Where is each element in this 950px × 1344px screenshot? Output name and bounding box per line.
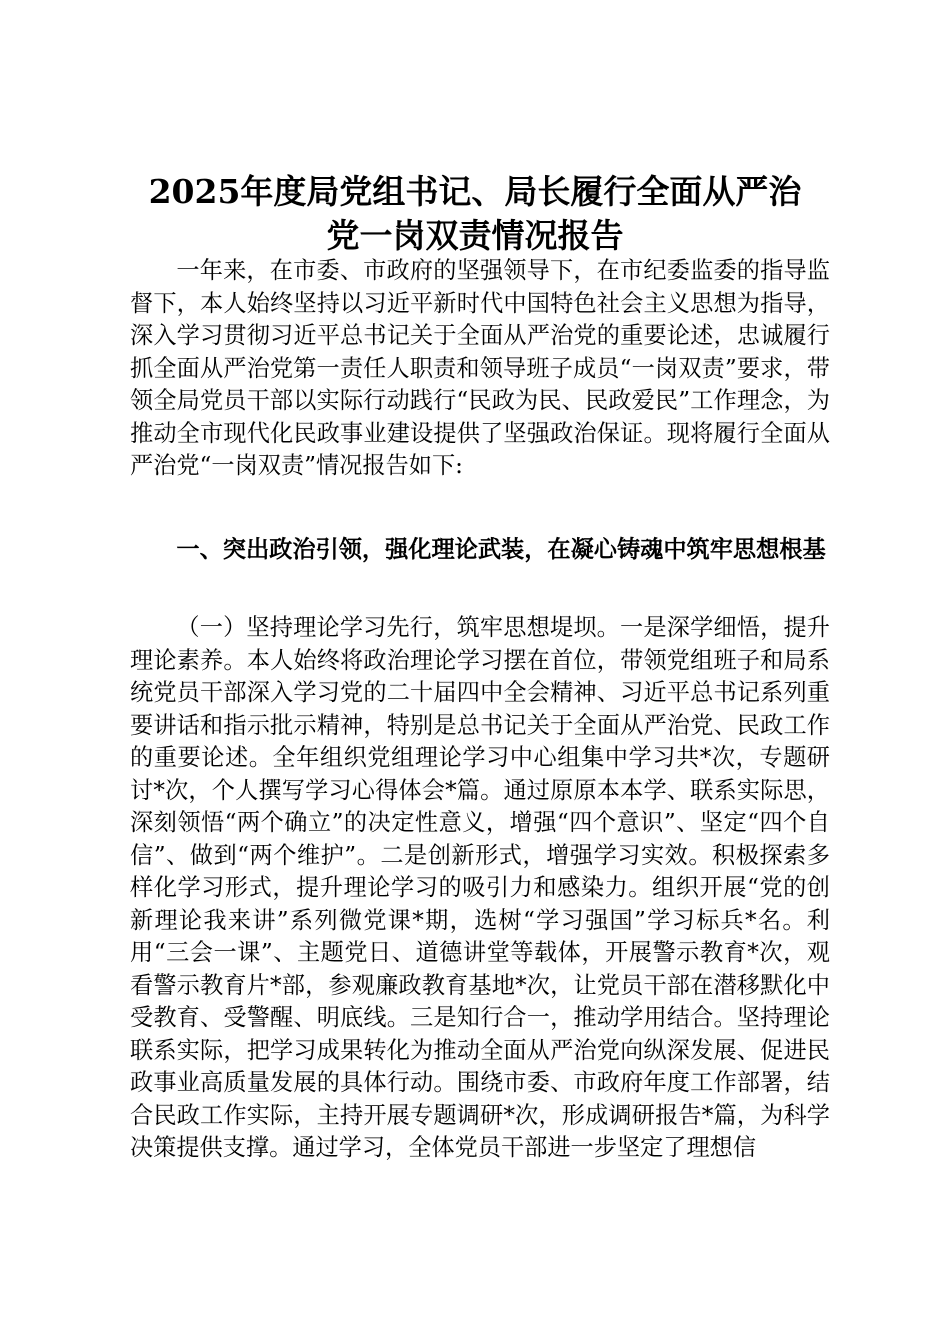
document-title — [120, 170, 830, 258]
title-line-2: 党一岗双责情况报告 — [326, 216, 624, 255]
section-1-paragraph-1: （一）坚持理论学习先行，筑牢思想堤坝。一是深学细悟，提升理论素养。本人始终将政治理论学习摆在首位，带领党组班子和局系统党员干部深入学习党的二十届四中全会精神、习近平总书记系列重要讲话和指示批示精神，特别是总书记关于全面从严治党、民政工作的重要论述。全年组织党组理论学习中心组集中学习共*次，专题研讨*次，个人撰写学习心得体会*篇。通过原原本本学、联系实际思，深刻领悟“两个确立”的决定性意义，增强“四个意识”、坚定“四个自信”、做到“两个维护”。二是创新形式，增强学习实效。积极探索多样化学习形式，提升理论学习的吸引力和感染力。组织开展“党的创新理论我来讲”系列微党课*期，选树“学习强国”学习标兵*名。利用“三会一课”、主题党日、道德讲堂等载体，开展警示教育*次，观看警示教育片*部，参观廉政教育基地*次，让党员干部在潜移默化中受教育、受警醒、明底线。三是知行合一，推动学用结合。坚持理论联系实际，把学习成果转化为推动全面从严治党向纵深发展、促进民政事业高质量发展的具体行动。围绕市委、市政府年度工作部署，结合民政工作实际，主持开展专题调研*次，形成调研报告*篇，为科学决策提供支撑。通过学习，全体党员干部进一步坚定了理想信 — [130, 614, 830, 1161]
intro-paragraph: 一年来，在市委、市政府的坚强领导下，在市纪委监委的指导监督下，本人始终坚持以习近平新时代中国特色社会主义思想为指导，深入学习贯彻习近平总书记关于全面从严治党的重要论述，忠诚履行抓全面从严治党第一责任人职责和领导班子成员“一岗双责”要求，带领全局党员干部以实际行动践行“民政为民、民政爱民”工作理念，为推动全市现代化民政事业建设提供了坚强政治保证。现将履行全面从严治党“一岗双责”情况报告如下: — [130, 257, 830, 479]
section-1-heading: 一、突出政治引领，强化理论武装，在凝心铸魂中筑牢思想根基 — [176, 536, 826, 563]
title-line-1: 2025年度局党组书记、局长履行全面从严治 — [148, 172, 802, 211]
